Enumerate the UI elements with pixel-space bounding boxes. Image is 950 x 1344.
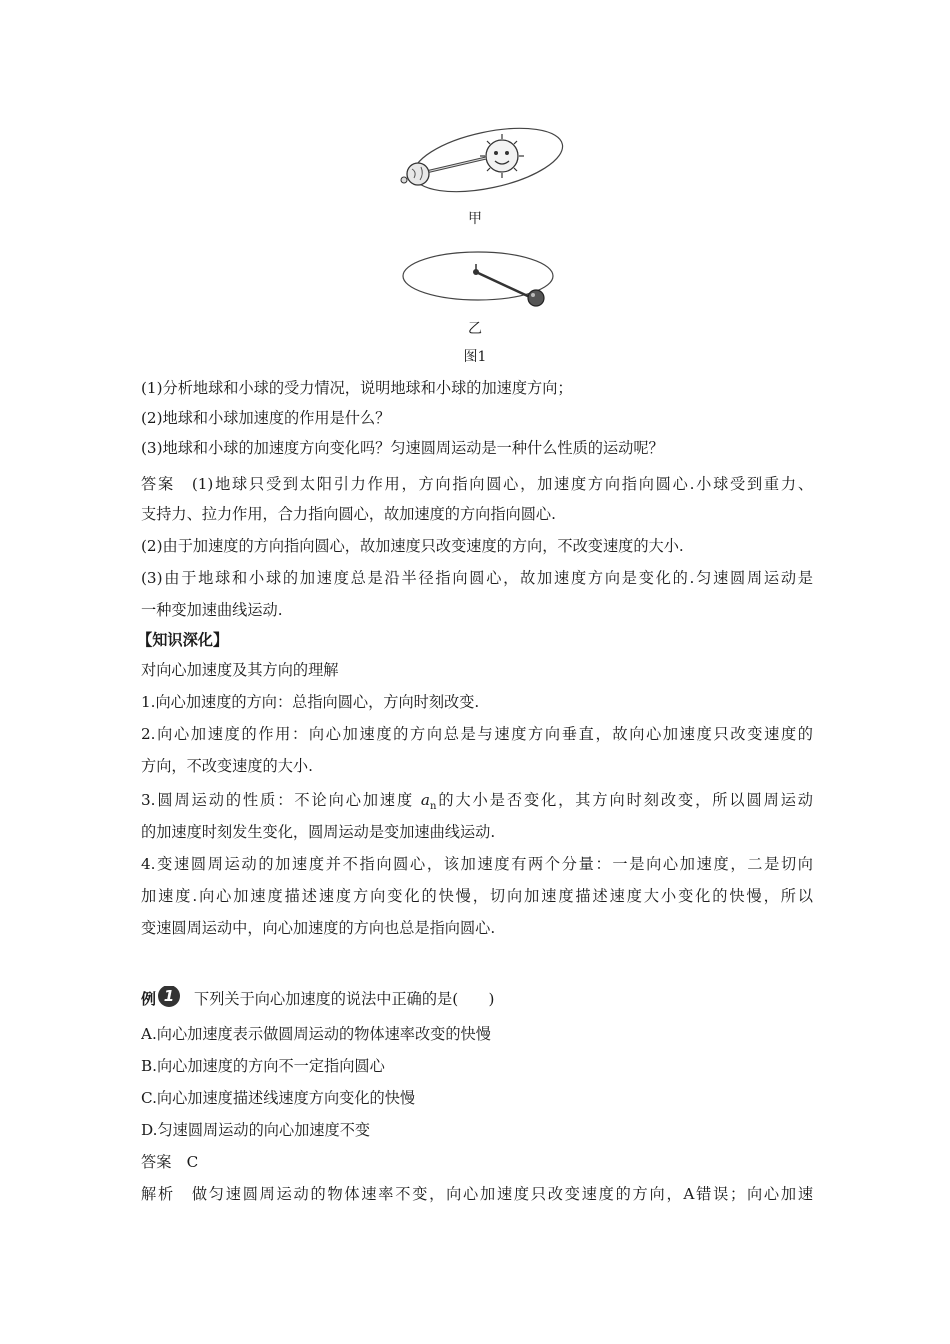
option-b: B.向心加速度的方向不一定指向圆心 — [141, 1057, 385, 1075]
example-answer-value: C — [186, 1153, 199, 1171]
option-c: C.向心加速度描述线速度方向变化的快慢 — [141, 1089, 416, 1107]
answer-line-3: (2)由于加速度的方向指向圆心，故加速度只改变速度的方向，不改变速度的大小. — [141, 537, 684, 555]
figure-a-caption: 甲 — [468, 211, 482, 227]
ball-icon — [528, 290, 544, 306]
question-3: (3)地球和小球的加速度方向变化吗？匀速圆周运动是一种什么性质的运动呢？ — [141, 439, 664, 457]
ball-string-illustration — [390, 248, 570, 310]
answer-line-1: 答案 (1)地球只受到太阳引力作用，方向指向圆心，加速度方向指向圆心.小球受到重力、 — [141, 475, 813, 493]
example-question: 下列关于向心加速度的说法中正确的是( ) — [194, 990, 495, 1008]
example-header — [141, 986, 813, 1012]
answer-line-5: 一种变加速曲线运动. — [141, 601, 283, 619]
figure-ball-string — [390, 248, 570, 310]
figure-caption: 图1 — [463, 349, 487, 365]
answer-line-4: (3)由于地球和小球的加速度总是沿半径指向圆心，故加速度方向是变化的.匀速圆周运动是 — [141, 569, 813, 587]
question-2: (2)地球和小球加速度的作用是什么？ — [141, 409, 391, 427]
knowledge-subtitle: 对向心加速度及其方向的理解 — [141, 661, 339, 679]
knowledge-point-3a: 3.圆周运动的性质：不论向心加速度 $a_n$的大小是否变化，其方向时刻改变，所以圆周运动 — [141, 791, 813, 813]
variable-a: a — [420, 791, 430, 809]
knowledge-point-4b: 加速度.向心加速度描述速度方向变化的快慢，切向加速度描述速度大小变化的快慢，所以 — [141, 887, 813, 905]
option-d: D.匀速圆周运动的向心加速度不变 — [141, 1121, 371, 1139]
example-answer-label: 答案 — [141, 1153, 172, 1171]
earth-icon — [401, 163, 429, 185]
knowledge-point-2b: 方向，不改变速度的大小. — [141, 757, 313, 775]
knowledge-point-3b: 的加速度时刻发生变化，圆周运动是变加速曲线运动. — [141, 823, 496, 841]
example-label: 例 — [141, 990, 157, 1008]
example-answer — [141, 1152, 813, 1172]
figure-b-caption: 乙 — [468, 321, 482, 337]
figure-sun-earth — [390, 122, 570, 202]
knowledge-point-4a: 4.变速圆周运动的加速度并不指向圆心，该加速度有两个分量：一是向心加速度，二是切向 — [141, 855, 813, 873]
knowledge-point-1: 1.向心加速度的方向：总指向圆心，方向时刻改变. — [141, 693, 480, 711]
example-analysis: 解析 做匀速圆周运动的物体速率不变，向心加速度只改变速度的方向，A错误；向心加速 — [141, 1185, 813, 1203]
knowledge-point-4c: 变速圆周运动中，向心加速度的方向也总是指向圆心. — [141, 919, 496, 937]
question-1: (1)分析地球和小球的受力情况，说明地球和小球的加速度方向； — [141, 379, 573, 397]
sun-earth-illustration — [390, 122, 570, 202]
sun-icon — [480, 134, 524, 178]
option-a: A.向心加速度表示做圆周运动的物体速率改变的快慢 — [141, 1025, 491, 1043]
answer-label: 答案 — [141, 475, 175, 493]
knowledge-point-2a: 2.向心加速度的作用：向心加速度的方向总是与速度方向垂直，故向心加速度只改变速度的 — [141, 725, 813, 743]
answer-line-2: 支持力、拉力作用，合力指向圆心，故加速度的方向指向圆心. — [141, 505, 556, 523]
example-number-badge: 1 — [158, 986, 180, 1007]
knowledge-heading: 【知识深化】 — [137, 631, 229, 649]
analysis-label: 解析 — [141, 1185, 175, 1203]
